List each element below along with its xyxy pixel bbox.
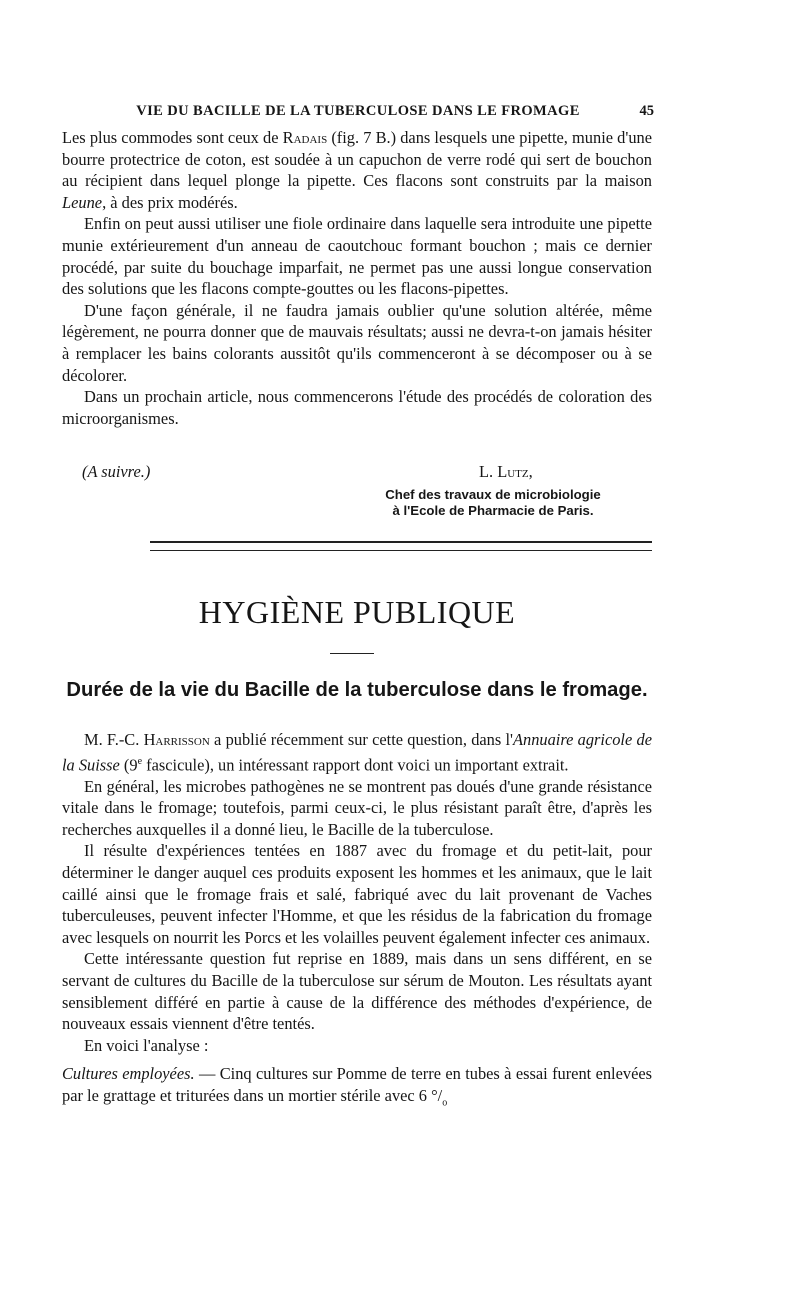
to-be-continued: (A suivre.) (82, 462, 151, 481)
publication-title: Annuaire agricole de la Suisse (62, 730, 652, 775)
author-name: Radais (282, 128, 328, 147)
title-rule (330, 653, 374, 654)
superscript: e (137, 755, 143, 767)
second-article-body (62, 729, 652, 1114)
paragraph (62, 729, 652, 776)
paragraph: En général, les microbes pathogènes ne se montrent pas doués d'une grande résistance vitale dans le fromage; toutefois, parmi ceux-ci, le plus résistant paraît être, d'après les recherches auxquelles il a donné lieu, le Bacille de la tuberculose. (62, 776, 652, 839)
running-head: VIE DU BACILLE DE LA TUBERCULOSE DANS LE FROMAGE (136, 103, 580, 119)
affiliation-line: à l'Ecole de Pharmacie de Paris. (392, 503, 594, 518)
first-article-body (62, 127, 652, 429)
subheading: Cultures employées. (62, 1064, 195, 1084)
paragraph (62, 127, 652, 213)
paragraph: D'une façon générale, il ne faudra jamais oublier qu'une solution altérée, même légèrement, ne pourra donner que de mauvais résultats; aussi ne devra-t-on jamais hésiter à remplacer les bains colorants aussitôt qu'ils commenceront à se décomposer ou à se décolorer. (62, 300, 652, 385)
subscript: o (442, 1097, 448, 1109)
paragraph: Cette intéressante question fut reprise en 1889, mais dans un sens différent, en se servant de cultures du Bacille de la tuberculose sur sérum de Mouton. Les résultats ayant sensiblement différé en partie à cause de la différence des méthodes d'expérience, de nouveaux essais viennent d'être tentés. (62, 949, 652, 1034)
section-title: HYGIÈNE PUBLIQUE (198, 594, 516, 630)
author-name: Harrisson (143, 730, 210, 749)
company-name: Leune (62, 192, 103, 212)
author-affiliation (328, 487, 658, 519)
author-signature: L. Lutz, (479, 462, 533, 481)
paragraph: Enfin on peut aussi utiliser une fiole ordinaire dans laquelle sera introduite une pipette munie extérieurement d'un anneau de caoutchouc formant bouchon ; mais ce dernier procédé, par suite du bouchage imparfait, ne permet pas une aussi longue conservation des solutions que les flacons compte-gouttes ou les flacons-pipettes. (62, 214, 652, 299)
text-run: a publié récemment sur cette question, dans l' (209, 730, 513, 749)
paragraph: Dans un prochain article, nous commencerons l'étude des procédés de coloration des microorganismes. (62, 387, 652, 428)
text-run: Les plus commodes sont ceux de (62, 128, 283, 147)
section-divider (150, 541, 652, 551)
text-run: fascicule), un intéressant rapport dont voici un important extrait. (142, 755, 569, 775)
text-run: (9 (119, 755, 138, 775)
paragraph: En voici l'analyse : (84, 1035, 209, 1055)
text-run: — Cinq cultures sur Pomme de terre en tubes à essai furent enlevées par le grattage et triturées dans un mortier stérile avec 6 °/ (62, 1064, 652, 1105)
article-title: Durée de la vie du Bacille de la tuberculose dans le fromage. (66, 679, 648, 701)
paragraph (62, 1063, 652, 1113)
text-run: M. F.-C. (84, 730, 144, 749)
page-number: 45 (639, 103, 654, 119)
text-run: , à des prix modérés. (102, 192, 238, 212)
paragraph: Il résulte d'expériences tentées en 1887 avec du fromage et du petit-lait, pour déterminer le danger auquel ces produits exposent les hommes et les animaux, que le lait caillé ainsi que le fromage frais et salé, fabriqué avec du lait provenant de Vaches tuberculeuses, peuvent infecter l'Homme, et que les résidus de la fabrication du fromage avec lesquels on nourrit les Porcs et les volailles peuvent également infecter ces animaux. (62, 841, 652, 947)
signature-row (62, 462, 652, 486)
affiliation-line: Chef des travaux de microbiologie (385, 487, 601, 502)
text-run: (fig. 7 B.) dans lesquels une pipette, munie d'une bourre protectrice de coton, est soudée à un capuchon de verre rodé qui sert de bouchon au récipient dans lequel plonge la pipette. Ces flacons sont construits par la maison (62, 128, 652, 191)
